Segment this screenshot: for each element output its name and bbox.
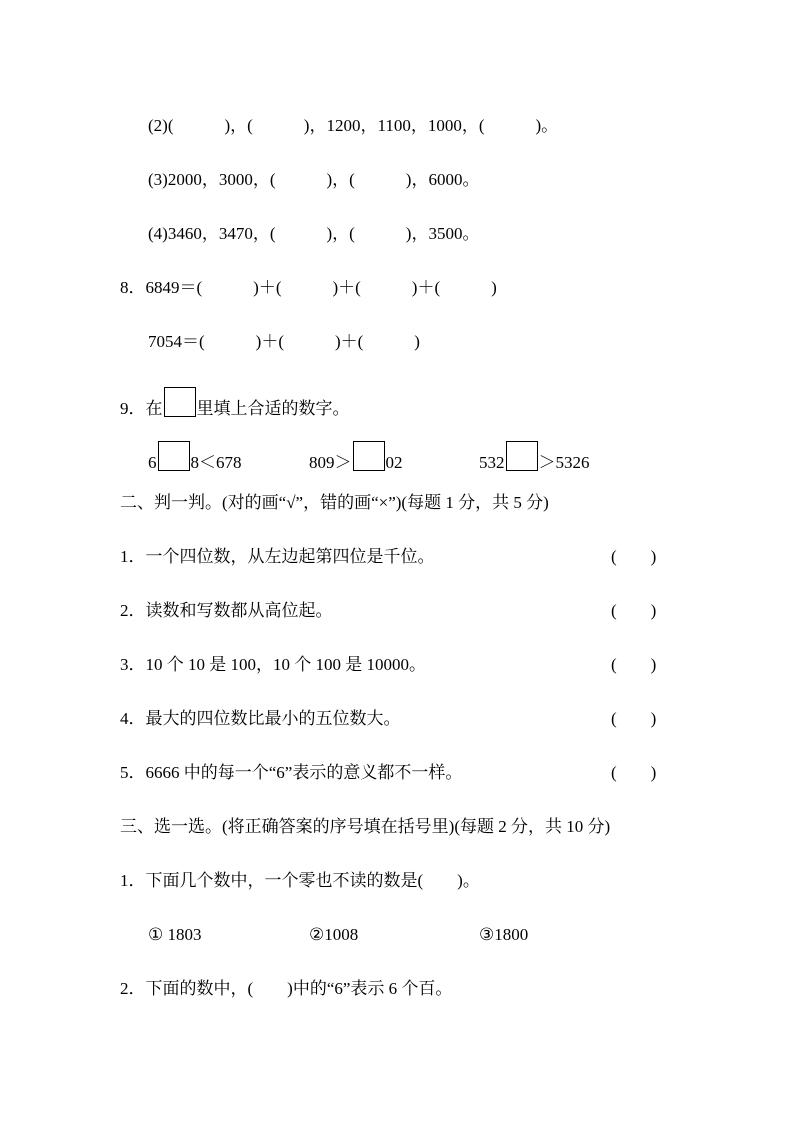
judge-item-4: 4．最大的四位数比最小的五位数大。: [120, 709, 401, 728]
answer-box[interactable]: [158, 441, 190, 471]
q9-item-after: 02: [385, 453, 403, 472]
judge-item-5: 5．6666 中的每一个“6”表示的意义都不一样。: [120, 763, 463, 782]
q9-suffix: 里填上合适的数字。: [196, 399, 350, 418]
judge-answer-5[interactable]: ( ): [611, 763, 657, 782]
choice-question-1: 1．下面几个数中，一个零也不读的数是( )。: [120, 871, 480, 890]
judge-item-2: 2．读数和写数都从高位起。: [120, 601, 333, 620]
choice-question-2: 2．下面的数中，( )中的“6”表示 6 个百。: [120, 979, 453, 998]
q9-item-1: [148, 441, 242, 474]
q8-line-2: 7054＝( )＋( )＋( ): [148, 332, 420, 351]
q8-line-1: 8．6849＝( )＋( )＋( )＋( ): [120, 278, 497, 297]
q9-item-before: 532: [479, 453, 505, 472]
choice-option-2: ②1008: [309, 925, 359, 944]
choice-option-3: ③1800: [479, 925, 529, 944]
q9-prompt: [120, 387, 350, 420]
choice-option-1: ① 1803: [148, 925, 202, 944]
q9-item-2: [309, 441, 403, 474]
q9-item-3: [479, 441, 590, 474]
judge-item-1: 1．一个四位数，从左边起第四位是千位。: [120, 547, 435, 566]
q7-line-3: (3)2000，3000，( )，( )，6000。: [148, 170, 480, 189]
q9-prefix: 9．在: [120, 399, 163, 418]
judge-answer-4[interactable]: ( ): [611, 709, 657, 728]
answer-box[interactable]: [164, 387, 196, 417]
answer-box[interactable]: [506, 441, 538, 471]
q7-line-2: (2)( )，( )，1200，1100，1000，( )。: [148, 116, 559, 135]
q9-item-after: ＞5326: [538, 453, 590, 472]
judge-answer-3[interactable]: ( ): [611, 655, 657, 674]
judge-item-3: 3．10 个 10 是 100，10 个 100 是 10000。: [120, 655, 426, 674]
judge-answer-1[interactable]: ( ): [611, 547, 657, 566]
q9-item-after: 8＜678: [190, 453, 242, 472]
q7-line-4: (4)3460，3470，( )，( )，3500。: [148, 224, 480, 243]
q9-item-before: 6: [148, 453, 157, 472]
section-3-title: 三、选一选。(将正确答案的序号填在括号里)(每题 2 分，共 10 分): [120, 817, 611, 836]
judge-answer-2[interactable]: ( ): [611, 601, 657, 620]
section-2-title: 二、判一判。(对的画“√”，错的画“×”)(每题 1 分，共 5 分): [120, 493, 549, 512]
answer-box[interactable]: [353, 441, 385, 471]
q9-item-before: 809＞: [309, 453, 352, 472]
